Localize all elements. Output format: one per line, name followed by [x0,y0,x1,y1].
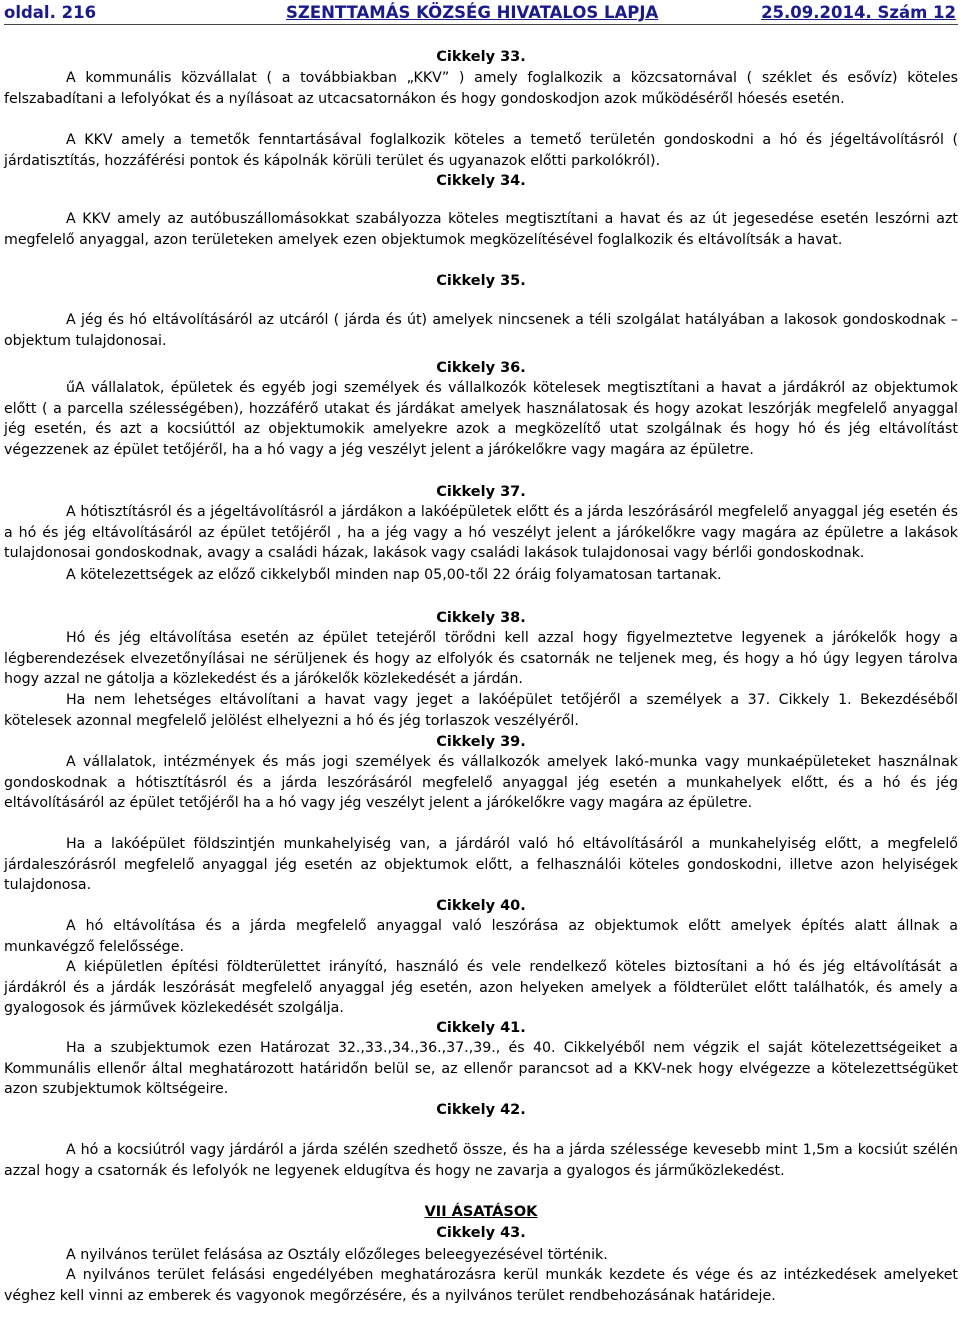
paragraph: űA vállalatok, épületek és egyéb jogi személyek és vállalkozók kötelesek megtisztítani a havat a járdákról az objektumok előtt ( a parcella szélességében), hozzáférő utakat és járdákat amelyek használatosak és hogy azokat leszórják megfelelő anyaggal jég esetén, és azt a kocsiúttól az objektumokik amelyekre azok a megközelítő utat szolgálnak és hogy hó és jég eltávolítást végezzenek az épület tetőjéről, ha a hó vagy a jég veszélyt jelent a járókelőkre vagy magára az épületre. [4,380,958,458]
article-heading: Cikkely 43. [436,1225,526,1241]
article-heading: Cikkely 42. [436,1102,526,1118]
page [4,0,958,1304]
paragraph: Ha nem lehetséges eltávolítani a havat vagy jeget a lakóépület tetőjéről a személyek a 37. Cikkely 1. Bekezdéséből kötelesek azonnal megfelelő jelölést elhelyezni a hó és jég torlaszok veszélyéről. [4,692,958,729]
article-heading: Cikkely 33. [436,49,526,65]
article-heading: Cikkely 36. [436,360,526,376]
paragraph: A KKV amely az autóbuszállomásokkat szabályozza köteles megtisztítani a havat és az út jegesedése esetén leszórni azt megfelelő anyaggal, azon területeken amelyek ezen objektumok megközelítésével foglalkozik és eltávolítsák a havat. [4,211,958,248]
article-heading: Cikkely 41. [436,1020,526,1036]
article-heading: Cikkely 35. [436,273,526,289]
article-heading: Cikkely 34. [436,173,526,189]
page-header [4,0,958,25]
paragraph: A vállalatok, intézmények és más jogi személyek és vállalkozók amelyek lakó-munka vagy munkaépületeket használnak gondoskodnak a hótisztításról és a járda leszórásáról megfelelő anyaggal jég esetén a munkahelyek előtt, és a hó és jég eltávolításáról az épület tetőjéről ha a hó vagy jég veszélyt jelent a járókelőkre vagy magára az épületre. [4,754,958,812]
paragraph: Ha a lakóépület földszintjén munkahelyiség van, a járdáról való hó eltávolításáról a munkahelyiség előtt, a megfelelő járdaleszórásról megfelelő anyaggal jég esetén az objektumok előtt, a felhasználói köteles gondoskodni, illetve azon helyiségek tulajdonosa. [4,836,958,894]
header-publication-title: SZENTTAMÁS KÖZSÉG HIVATALOS LAPJA [286,3,659,22]
paragraph: A kiépületlen építési földterülettet irányító, használó és vele rendelkező köteles biztosítani a hó és jég eltávolítását a járdákról és a járdák leszórását megfelelő anyaggal jég esetén, azon helyeken amelyek a földterület előtt találhatók, és amely a gyalogosok és járművek közlekedését szolgálja. [4,959,958,1017]
paragraph: A hótisztításról és a jégeltávolításról a járdákon a lakóépületek előtt és a járda leszórásáról megfelelő anyaggal jég esetén és a hó és jég eltávolításáról az épület tetőjéről , ha a jég vagy a hó veszélyt jelent a járókelőkre vagy magára az épületre a lakások tulajdonosai gondoskodnak, avagy a családi házak, lakások vagy családi lakások tulajdonosai vagy bérlői gondoskodnak. [4,504,958,562]
paragraph: A jég és hó eltávolításáról az utcáról ( járda és út) amelyek nincsenek a téli szolgálat hatályában a lakosok gondoskodnak – objektum tulajdonosai. [4,312,958,349]
paragraph: A KKV amely a temetők fenntartásával foglalkozik köteles a temető területén gondoskodni a hó és jégeltávolításról ( járdatisztítás, hozzáférési pontok és kápolnák körüli terület és ugyanazok előtti parkolókról). [4,132,958,169]
paragraph: A kötelezettségek az előző cikkelyből minden nap 05,00-től 22 óráig folyamatosan tartanak. [66,567,722,583]
paragraph: Ha a szubjektumok ezen Határozat 32.,33.,34.,36.,37.,39., és 40. Cikkelyéből nem végzik el saját kötelezettségeiket a Kommunális ellenőr által meghatározott határidőn belül se, az ellenőr parancsot ad a KKV-nek hogy elvégezze a kötelezettségüket azon szubjektumok költségeire. [4,1040,958,1098]
paragraph: A hó eltávolítása és a járda megfelelő anyaggal való leszórása az objektumok előtt amelyek építés alatt állnak a munkavégző felelőssége. [4,918,958,955]
paragraph: A nyilvános terület felásási engedélyében meghatározásra kerül munkák kezdete és vége és az intézkedések amelyeket véghez kell vinni az emberek és vagyonok megőrzésére, és a nyilvános terület rendbehozásának határideje. [4,1267,958,1304]
section-heading: VII ÁSATÁSOK [424,1204,538,1220]
paragraph: A nyilvános terület felásása az Osztály előzőleges beleegyezésével történik. [66,1247,608,1263]
paragraph: A kommunális közvállalat ( a továbbiakban „KKV” ) amely foglalkozik a közcsatornával ( széklet és esővíz) köteles felszabadítani a lefolyókat és a nyílásoat az utcacsatornákon és hogy gondoskodjon azok működéséről hóesés esetén. [4,70,958,107]
article-heading: Cikkely 38. [436,610,526,626]
paragraph: Hó és jég eltávolítása esetén az épület tetejéről törődni kell azzal hogy figyelmeztetve legyenek a járókelők hogy a légberendezések elvezetőnyílásai ne sérüljenek és hogy az elfolyók és csatornák ne teljenek meg, és hogy a hó úgy legyen tárolva hogy azzal ne gátolja a közlekedést és a járókelők közlekedését a járdán. [4,630,958,688]
article-heading: Cikkely 39. [436,734,526,750]
paragraph: A hó a kocsiútról vagy járdáról a járda szélén szedhető össze, és ha a járda szélessége kevesebb mint 1,5m a kocsiút szélén azzal hogy a csatornák és lefolyók ne legyenek eldugítva és hogy ne zavarja a gyalogos és járműközlekedést. [4,1142,958,1179]
header-page-number: oldal. 216 [4,3,97,22]
article-heading: Cikkely 40. [436,898,526,914]
header-date-issue: 25.09.2014. Szám 12 [761,3,956,22]
article-heading: Cikkely 37. [436,484,526,500]
